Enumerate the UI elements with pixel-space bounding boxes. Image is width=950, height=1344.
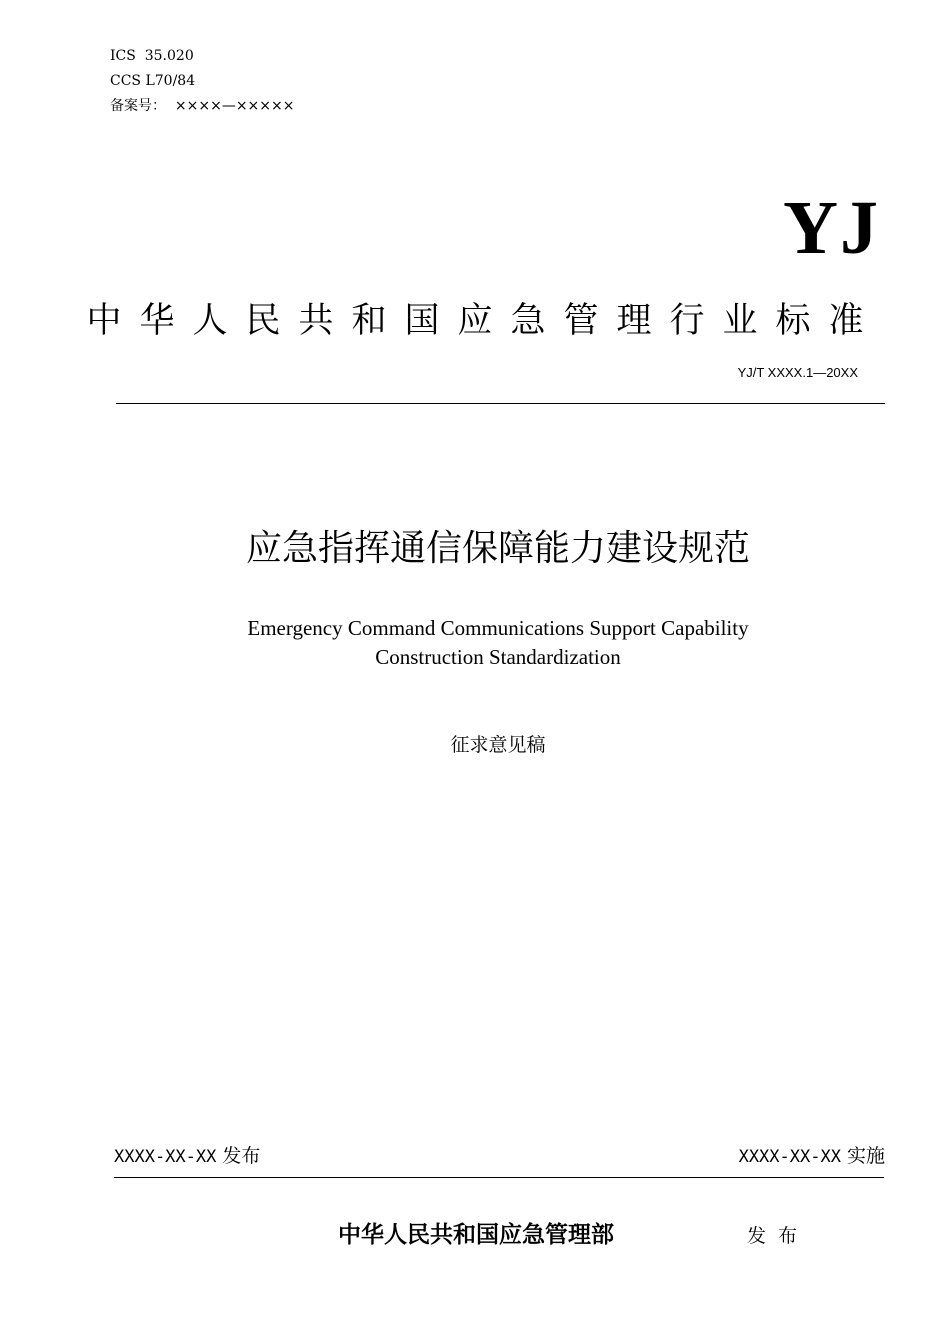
document-title-english-line-2: Construction Standardization (375, 645, 621, 669)
implement-date-label: 实施 (846, 1145, 885, 1167)
publish-date-label: 发布 (222, 1145, 261, 1167)
yj-logo: YJ (783, 186, 880, 270)
issue-label: 发布 (747, 1225, 810, 1247)
record-number: 备案号： ××××—××××× (110, 98, 295, 114)
bottom-divider (114, 1177, 884, 1178)
standard-category-name: 中华人民共和国应急管理行业标准 (86, 301, 882, 341)
top-divider (116, 403, 885, 404)
issuing-authority: 中华人民共和国应急管理部 (338, 1221, 614, 1248)
ics-code: ICS 35.020 (110, 48, 194, 64)
publish-date-value: XXXX-XX-XX (114, 1147, 217, 1167)
document-title-english-line-1: Emergency Command Communications Support Capability (247, 616, 749, 640)
document-title-chinese: 应急指挥通信保障能力建设规范 (245, 528, 750, 569)
implement-date (739, 1143, 885, 1170)
draft-status-label: 征求意见稿 (450, 734, 546, 756)
ccs-code: CCS L70/84 (110, 73, 196, 89)
implement-date-value: XXXX-XX-XX (738, 1147, 841, 1167)
publish-date (114, 1143, 260, 1170)
standard-number: YJ/T XXXX.1—20XX (737, 365, 858, 380)
